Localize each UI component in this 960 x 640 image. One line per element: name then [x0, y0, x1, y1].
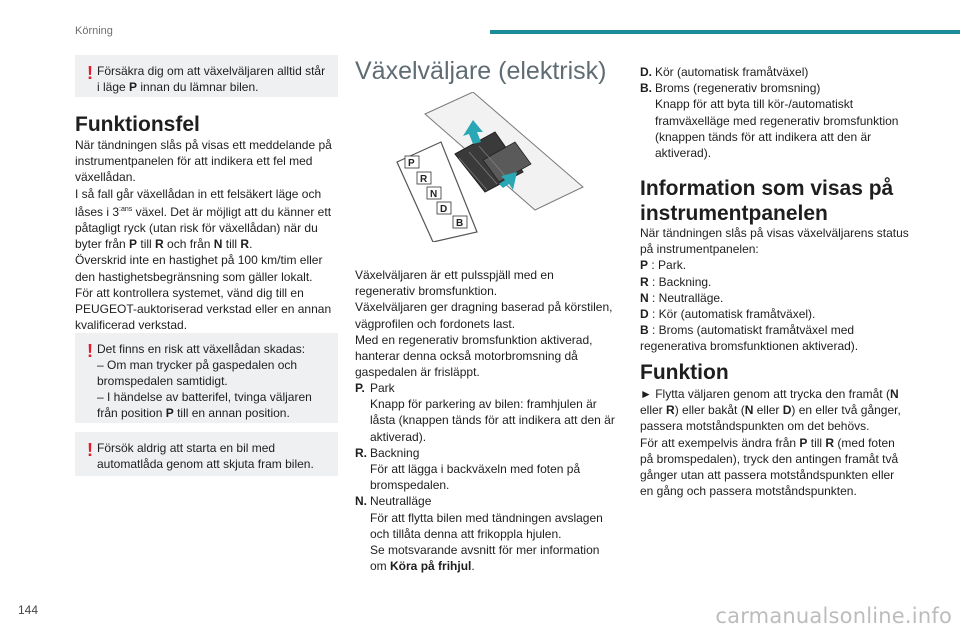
- gear-mode-list: [355, 380, 617, 574]
- warning-icon: !: [87, 63, 93, 83]
- list-item: R. Backning För att lägga i backväxeln med foten på bromspedalen.: [355, 445, 581, 493]
- illus-label-p: P: [408, 158, 415, 169]
- list-item: D. Kör (automatisk framåtväxel): [640, 65, 809, 79]
- warning-box-park: [75, 55, 338, 97]
- funktionsfel-text: När tändningen slås på visas ett meddelande på instrumentpanelen för att indikera ett fel med växellådan. I så fall går växellådan in ett felsäkert läge och låses i $3^{:ans}$ växel. Det är möjligt att du känner ett påtagligt ryck (utan risk för växellådan) när du byter från P till R och från N till R. Överskrid inte en hastighet på 100 km/tim eller den hastighetsbegränsning som gäller lokalt. För att kontrollera systemet, vänd dig till en PEUGEOT-auktoriserad verkstad eller en annan kvalificerad verkstad.: [75, 138, 332, 333]
- warning-icon: !: [87, 440, 93, 460]
- illus-label-b: B: [456, 218, 464, 229]
- warning-text: Försök aldrig att starta en bil med automatlåda genom att skjuta fram bilen.: [97, 441, 314, 471]
- warning-text: Det finns en risk att växellådan skadas: – Om man trycker på gaspedalen och bromspedalen samtidigt. – I händelse av batterifel, tvinga väljaren från position P till en annan position.: [97, 342, 312, 420]
- list-item: P. Park Knapp för parkering av bilen: framhjulen är låsta (knappen tänds för att indikera att den är aktiverad).: [355, 381, 615, 444]
- warning-icon: !: [87, 341, 93, 361]
- list-item: B. Broms (regenerativ bromsning) Knapp för att byta till kör-/automatiskt framväxelläge med regenerativ bromsfunktion (knappen tänds för att indikera att den är aktiverad).: [640, 81, 899, 161]
- warning-box-damage: [75, 333, 338, 423]
- warning-text: Försäkra dig om att växelväljaren alltid står i läge P innan du lämnar bilen.: [97, 64, 326, 94]
- gear-mode-list-cont: [640, 64, 910, 161]
- watermark: carmanualsonline.info: [715, 604, 952, 628]
- warning-box-push-start: [75, 432, 338, 476]
- illus-label-n: N: [430, 189, 438, 200]
- section-title-funktionsfel: Funktionsfel: [75, 113, 200, 136]
- gear-selector-illustration: [395, 92, 585, 242]
- section-title-funktion: Funktion: [640, 361, 729, 384]
- illus-label-r: R: [420, 174, 428, 185]
- list-item: N. Neutralläge För att flytta bilen med tändningen avslagen och tillåta denna att frikoppla hjulen. Se motsvarande avsnitt för mer information om Köra på frihjul.: [355, 494, 603, 574]
- funktion-text: ► Flytta väljaren genom att trycka den framåt (N eller R) eller bakåt (N eller D) en eller två gånger, passera motståndspunkten om det behövs. För att exempelvis ändra från P till R (med foten på bromspedalen), tryck den antingen framåt två gånger utan att passera motståndspunkten eller en gång och passera motståndspunkten.: [640, 387, 901, 499]
- info-text: När tändningen slås på visas växelväljarens status på instrumentpanelen: P : Park. R : Backning. N : Neutralläge. D : Kör (automatisk framåtväxel). B : Broms (automatiskt framåtväxel med regenerativa bromsfunktionen aktiverad).: [640, 226, 909, 354]
- section-title-gear-selector: Växelväljare (elektrisk): [355, 57, 607, 85]
- page-number: 144: [18, 603, 39, 617]
- header-section-title: Körning: [75, 25, 113, 37]
- gear-selector-intro: Växelväljaren är ett pulsspjäll med en regenerativ bromsfunktion. Växelväljaren ger dragning baserad på körstilen, vägprofilen och fordonets last. Med en regenerativ bromsfunktion aktiverad, hanterar denna också motorbromsning då gaspedalen är frisläppt.: [355, 268, 613, 380]
- illus-label-d: D: [440, 204, 448, 215]
- header-accent-bar: [490, 30, 960, 34]
- section-title-info: Information som visas på instrumentpanelen: [640, 177, 894, 225]
